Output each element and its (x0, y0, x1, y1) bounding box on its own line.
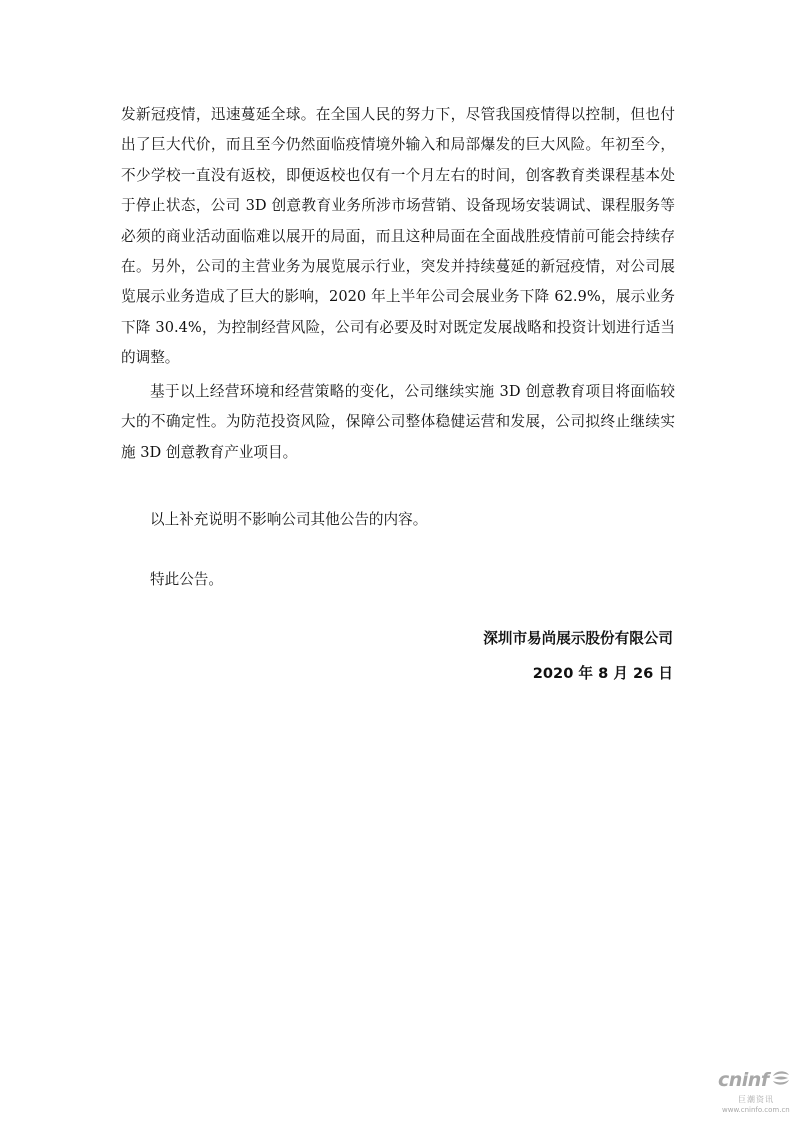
logo-url: www.cninfo.com.cn (722, 1106, 790, 1114)
signature-date: 2020 年 8 月 26 日 (532, 665, 673, 682)
cninfo-swirl-icon (770, 1067, 792, 1089)
paragraph-closing: 特此公告。 (150, 571, 223, 588)
signature-company: 深圳市易尚展示股份有限公司 (483, 630, 673, 647)
paragraph-project-termination: 基于以上经营环境和经营策略的变化，公司继续实施 3D 创意教育项目将面临较大的不确定性。为防范投资风险，保障公司整体稳健运营和发展，公司拟终止继续实施 3D 创意教育产业项目。 (121, 383, 675, 461)
logo-chinese-name: 巨潮资讯 (738, 1095, 774, 1104)
cninfo-logo (718, 1063, 794, 1121)
logo-wordmark: cninf (718, 1069, 769, 1091)
paragraph-supplementary-note: 以上补充说明不影响公司其他公告的内容。 (150, 511, 428, 528)
paragraph-covid-impact: 发新冠疫情，迅速蔓延全球。在全国人民的努力下，尽管我国疫情得以控制，但也付出了巨大代价，而且至今仍然面临疫情境外输入和局部爆发的巨大风险。年初至今，不少学校一直没有返校，即便返校也仅有一个月左右的时间，创客教育类课程基本处于停止状态，公司 3D 创意教育业务所涉市场营销、设备现场安装调试、课程服务等必须的商业活动面临难以展开的局面，而且这种局面在全面战胜疫情前可能会持续存在。另外，公司的主营业务为展览展示行业，突发并持续蔓延的新冠疫情，对公司展览展示业务造成了巨大的影响，2020 年上半年公司会展业务下降 62.9%，展示业务下降 30.4%，为控制经营风险，公司有必要及时对既定发展战略和投资计划进行适当的调整。 (121, 106, 675, 367)
